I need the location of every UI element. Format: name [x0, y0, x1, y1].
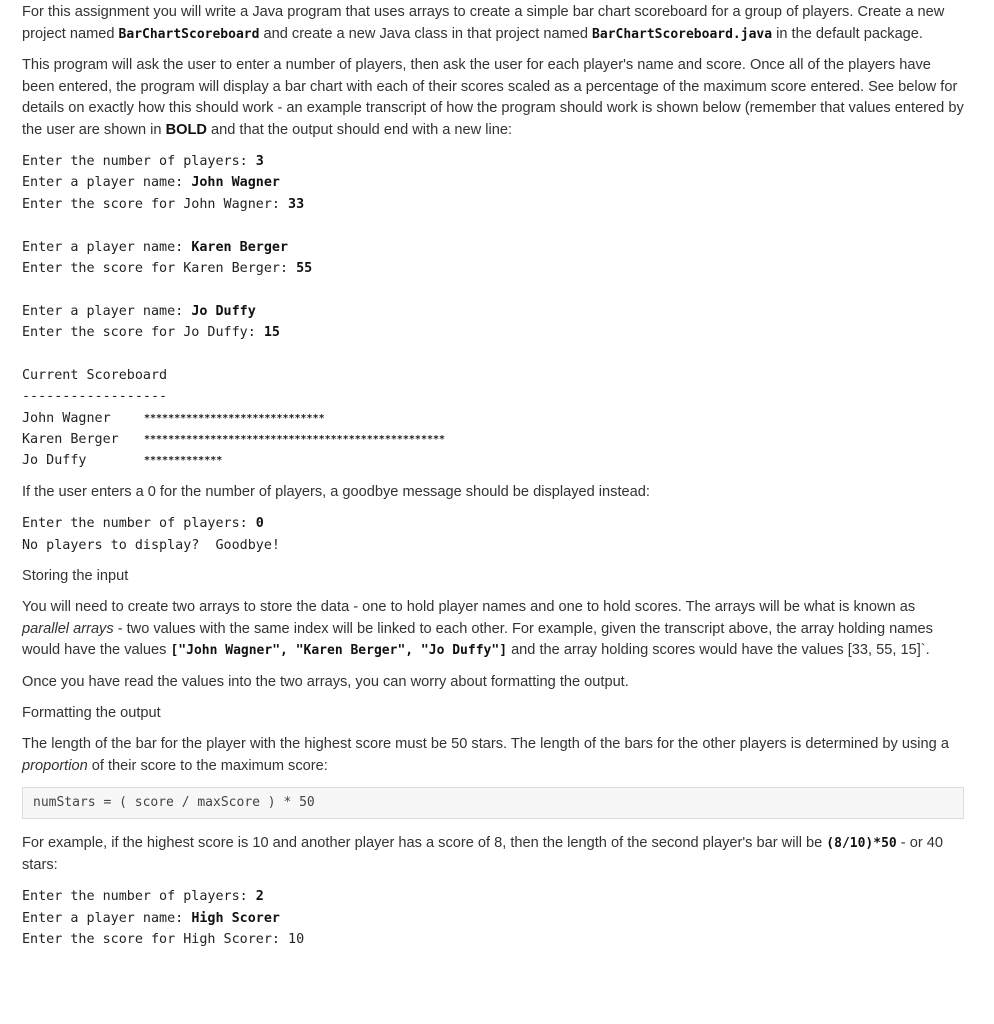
zero-players-text: If the user enters a 0 for the number of players, a goodbye message should be displayed instead:: [22, 483, 650, 500]
intro-text: and create a new Java class in that project named: [259, 25, 593, 42]
class-name: BarChartScoreboard.java: [592, 26, 773, 42]
emphasis: proportion: [22, 757, 88, 774]
transcript-line: Enter a player name: High Scorer: [22, 910, 280, 926]
transcript-line: Enter a player name: Jo Duffy: [22, 303, 256, 319]
transcript-line: Enter the score for John Wagner: 33: [22, 196, 305, 212]
score-bar: *************: [144, 455, 223, 467]
intro-text: This program will ask the user to enter a number of players, then ask the user for each player's name and score. Once all of the players have been entered, the program will display a bar chart with each of their scores scaled as a percentage of the maximum score entered. See below for details on exactly how this should work - an example transcript of how the program should work is shown below (remember that values entered by the user are shown in: [22, 57, 964, 138]
transcript-line: Enter the number of players: 0: [22, 516, 264, 532]
intro-text: For this assignment you will write a Java program that uses arrays to create a simple bar chart scoreboard for a group of players. Create a new project named: [22, 4, 945, 42]
player-name: John Wagner: [22, 410, 111, 426]
formatting-paragraph: The length of the bar for the player with the highest score must be 50 stars. The length of the bars for the other players is determined by using a proportion of their score to the maximum score:: [22, 736, 949, 774]
transcript-line: Enter the number of players: 2: [22, 889, 264, 905]
transcript-line: Enter the score for Jo Duffy: 15: [22, 325, 280, 341]
intro-paragraph-1: [22, 2, 964, 45]
formula-code-block: numStars = ( score / maxScore ) * 50: [22, 787, 964, 819]
project-name: BarChartScoreboard: [118, 26, 260, 42]
storing-heading: Storing the input: [22, 568, 129, 585]
score-bar: **************************************************: [144, 434, 446, 446]
intro-text: and that the output should end with a new line:: [206, 121, 513, 138]
emphasis: parallel arrays: [22, 620, 114, 637]
score-bar: ******************************: [144, 412, 325, 424]
transcript-line: Enter a player name: Karen Berger: [22, 239, 289, 255]
storing-paragraph: You will need to create two arrays to store the data - one to hold player names and one to hold scores. The arrays will be what is known as parallel arrays - two values with the same index will be linked to each other. For example, given the transcript above, the array holding names would have the values ["John Wagner", "Karen Berger", "Jo Duffy"] and the array holding scores would have the values [33, 55, 15]`.: [22, 599, 933, 659]
player-name: Jo Duffy: [22, 453, 87, 469]
transcript-line: Enter the score for Karen Berger: 55: [22, 260, 313, 276]
intro-text: in the default package.: [772, 25, 923, 42]
scoreboard-title: Current Scoreboard: [22, 367, 168, 383]
scoreboard-row: [22, 429, 964, 450]
example-transcript-1: [22, 151, 964, 472]
transcript-line: Enter a player name: John Wagner: [22, 175, 280, 191]
transcript-line: Enter the score for High Scorer: 10: [22, 931, 305, 947]
intro-paragraph-2: [22, 55, 964, 141]
bold-word: BOLD: [165, 121, 207, 138]
inline-code: ["John Wagner", "Karen Berger", "Jo Duffy"]: [170, 643, 508, 659]
formatting-heading: Formatting the output: [22, 705, 161, 722]
scoreboard-divider: ------------------: [22, 389, 168, 405]
goodbye-line: No players to display? Goodbye!: [22, 537, 280, 553]
inline-code: (8/10)*50: [826, 836, 897, 852]
scoreboard-row: [22, 408, 964, 429]
storing-paragraph-2: Once you have read the values into the two arrays, you can worry about formatting the output.: [22, 673, 629, 690]
player-name: Karen Berger: [22, 432, 119, 448]
example-paragraph: For example, if the highest score is 10 and another player has a score of 8, then the length of the second player's bar will be (8/10)*50 - or 40 stars:: [22, 835, 943, 873]
scoreboard-row: [22, 450, 964, 471]
example-transcript-2: [22, 513, 964, 556]
transcript-line: Enter the number of players: 3: [22, 154, 264, 169]
example-transcript-3: [22, 886, 964, 950]
